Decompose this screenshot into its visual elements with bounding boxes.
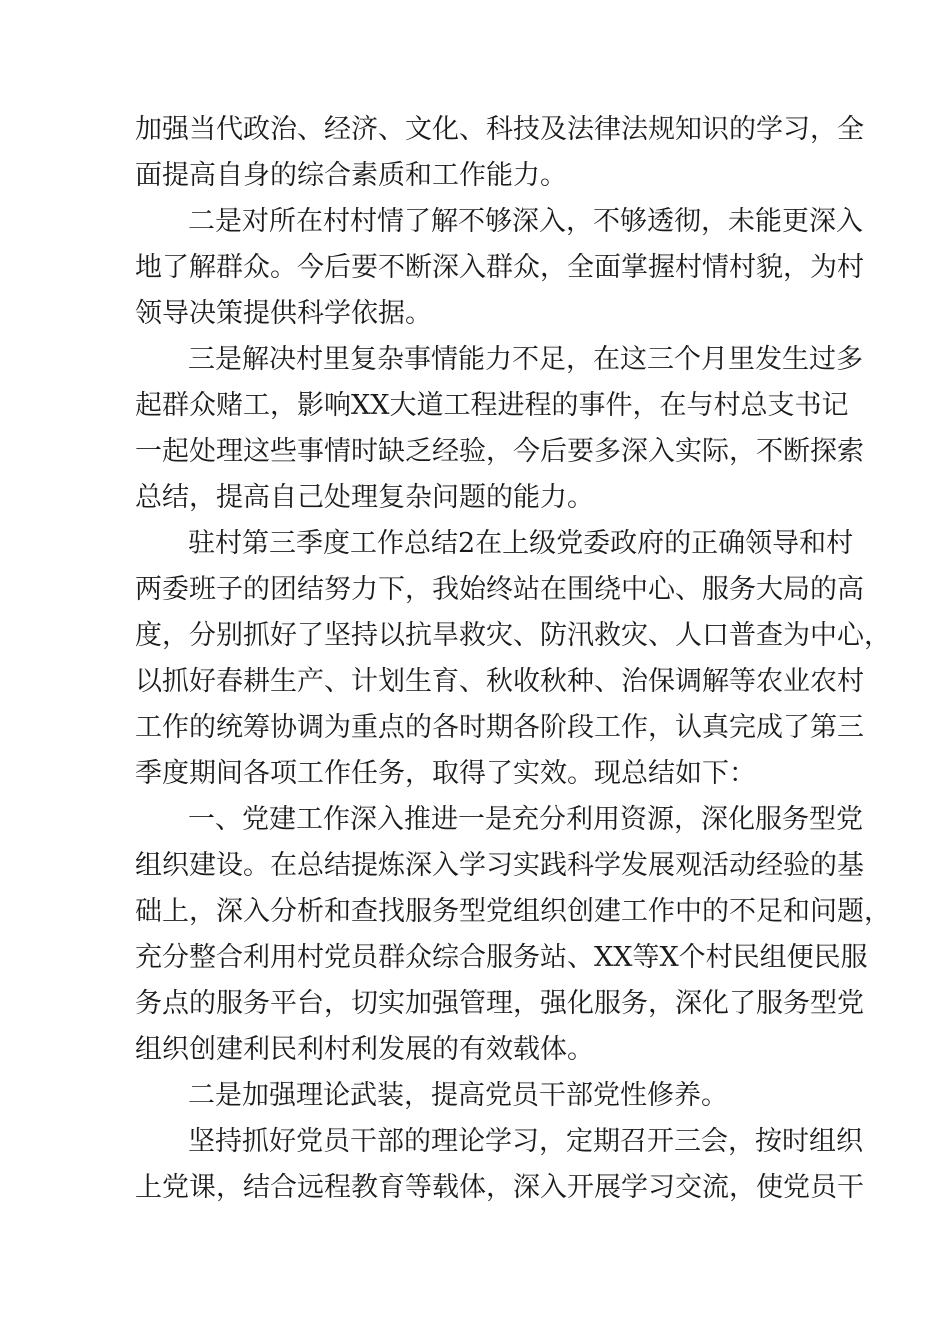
paragraph-start-line: 二是对所在村村情了解不够深入，不够透彻，未能更深入 (188, 206, 863, 237)
paragraph-start-line: 三是解决村里复杂事情能力不足，在这三个月里发生过多 (188, 344, 863, 375)
paragraph-start-line: 二是加强理论武装，提高党员干部党性修养。 (188, 1080, 728, 1111)
text-line: 充分整合利用村党员群众综合服务站、XX等X个村民组便民服 (135, 942, 868, 973)
paragraph-start-line: 坚持抓好党员干部的理论学习，定期召开三会，按时组织 (188, 1126, 863, 1157)
paragraph-start-line: 一、党建工作深入推进一是充分利用资源，深化服务型党 (188, 804, 863, 835)
text-line: 度，分别抓好了坚持以抗旱救灾、防汛救灾、人口普查为中心， (135, 620, 891, 651)
text-line: 组织建设。在总结提炼深入学习实践科学发展观活动经验的基 (135, 850, 864, 881)
text-line: 组织创建利民利村利发展的有效载体。 (135, 1034, 594, 1065)
text-line: 加强当代政治、经济、文化、科技及法律法规知识的学习，全 (135, 114, 864, 145)
text-line: 以抓好春耕生产、计划生育、秋收秋种、治保调解等农业农村 (135, 666, 864, 697)
text-line: 一起处理这些事情时缺乏经验，今后要多深入实际，不断探索 (135, 436, 864, 467)
text-line: 工作的统筹协调为重点的各时期各阶段工作，认真完成了第三 (135, 712, 864, 743)
text-line: 务点的服务平台，切实加强管理，强化服务，深化了服务型党 (135, 988, 864, 1019)
text-line: 两委班子的团结努力下，我始终站在围绕中心、服务大局的高 (135, 574, 864, 605)
text-line: 上党课，结合远程教育等载体，深入开展学习交流，使党员干 (135, 1172, 864, 1203)
text-line: 总结，提高自己处理复杂问题的能力。 (135, 482, 594, 513)
text-line: 面提高自身的综合素质和工作能力。 (135, 160, 567, 191)
text-line: 季度期间各项工作任务，取得了实效。现总结如下： (135, 758, 756, 789)
text-line: 地了解群众。今后要不断深入群众，全面掌握村情村貌，为村 (135, 252, 864, 283)
text-line: 起群众赌工，影响XX大道工程进程的事件，在与村总支书记 (135, 390, 849, 421)
paragraph-start-line: 驻村第三季度工作总结2在上级党委政府的正确领导和村 (188, 528, 854, 559)
text-line: 础上，深入分析和查找服务型党组织创建工作中的不足和问题， (135, 896, 891, 927)
text-line: 领导决策提供科学依据。 (135, 298, 432, 329)
